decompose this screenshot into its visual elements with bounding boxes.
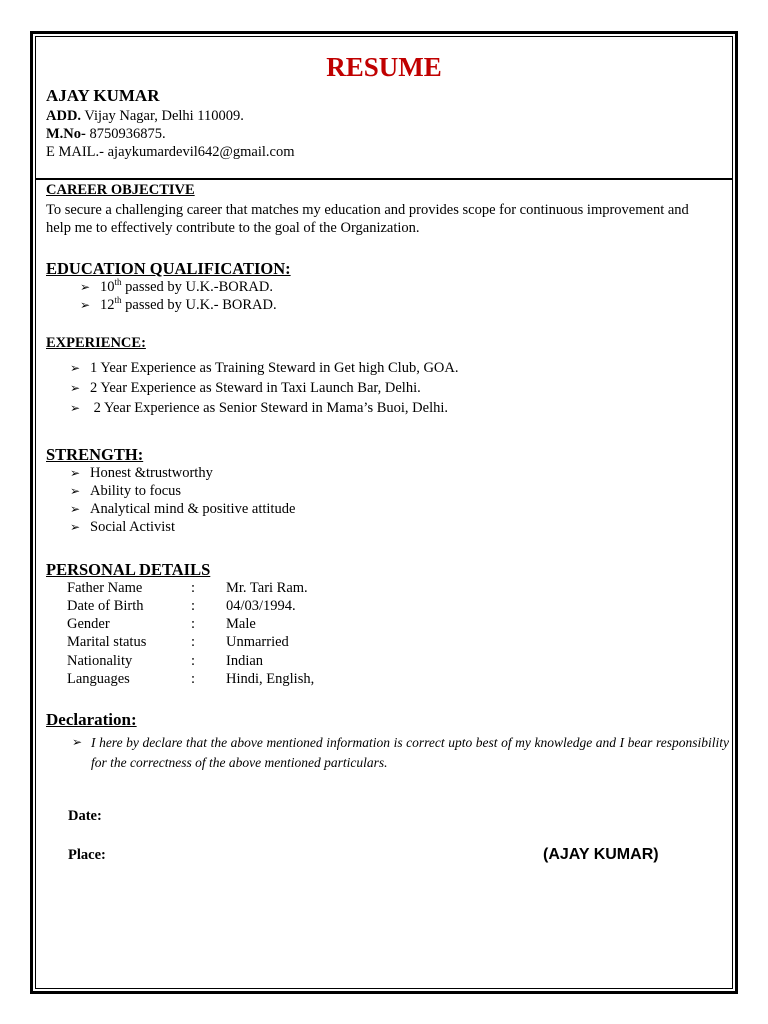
detail-label: Nationality <box>67 653 133 669</box>
experience-text: 2 Year Experience as Senior Steward in Mama’s Buoi, Delhi. <box>90 400 448 416</box>
arrowhead-bullet-icon: ➢ <box>72 735 83 749</box>
experience-item <box>70 380 421 397</box>
address-line <box>46 108 244 125</box>
detail-colon: : <box>191 653 196 669</box>
mobile-line <box>46 126 166 143</box>
detail-value: Unmarried <box>226 634 289 650</box>
arrowhead-bullet-icon: ➢ <box>70 401 81 415</box>
arrowhead-bullet-icon: ➢ <box>70 520 81 534</box>
strength-item <box>70 483 181 500</box>
detail-value: Indian <box>226 653 264 669</box>
address-label: ADD. <box>46 108 82 124</box>
education-grade-suffix: th <box>114 277 122 288</box>
email-line: E MAIL.- ajaykumardevil642@gmail.com <box>46 144 295 160</box>
education-board: passed by U.K.- BORAD. <box>121 297 277 313</box>
arrowhead-bullet-icon: ➢ <box>80 298 91 312</box>
education-item <box>80 297 277 314</box>
experience-heading: EXPERIENCE: <box>46 335 146 351</box>
detail-colon: : <box>191 616 196 632</box>
arrowhead-bullet-icon: ➢ <box>80 280 91 294</box>
place-label: Place: <box>68 847 106 863</box>
strength-item <box>70 465 213 482</box>
arrowhead-bullet-icon: ➢ <box>70 484 81 498</box>
address-value: Vijay Nagar, Delhi 110009. <box>81 108 244 124</box>
detail-label: Marital status <box>67 634 147 650</box>
detail-label: Date of Birth <box>67 598 144 614</box>
detail-colon: : <box>191 634 196 650</box>
arrowhead-bullet-icon: ➢ <box>70 361 81 375</box>
strength-heading: STRENGTH: <box>46 445 144 464</box>
detail-label: Father Name <box>67 580 143 596</box>
strength-text: Ability to focus <box>90 483 182 499</box>
date-label: Date: <box>68 808 102 824</box>
mobile-value: 8750936875. <box>85 126 166 142</box>
strength-text: Social Activist <box>90 519 175 535</box>
detail-colon: : <box>191 671 196 687</box>
detail-value: Hindi, English, <box>226 671 315 687</box>
arrowhead-bullet-icon: ➢ <box>70 466 81 480</box>
header-divider <box>36 178 733 180</box>
detail-label: Languages <box>67 671 130 687</box>
detail-value: Mr. Tari Ram. <box>226 580 308 596</box>
detail-label: Gender <box>67 616 110 632</box>
declaration-heading: Declaration: <box>46 710 137 729</box>
career-objective-heading: CAREER OBJECTIVE <box>46 182 195 198</box>
experience-item <box>70 360 459 377</box>
career-objective-text: To secure a challenging career that matches my education and provides scope for continuous improvement and help me to effectively contribute to the goal of the Organization. <box>46 202 689 236</box>
strength-text: Analytical mind & positive attitude <box>90 501 296 517</box>
arrowhead-bullet-icon: ➢ <box>70 502 81 516</box>
experience-item <box>70 400 448 417</box>
experience-text: 1 Year Experience as Training Steward in Get high Club, GOA. <box>90 360 459 376</box>
declaration-text: I here by declare that the above mentioned information is correct upto best of my knowledge and I bear responsibility for the correctness of the above mentioned particulars. <box>91 735 729 770</box>
strength-item <box>70 501 295 518</box>
detail-colon: : <box>191 580 196 596</box>
detail-colon: : <box>191 598 196 614</box>
education-grade: 10 <box>100 279 115 295</box>
education-heading: EDUCATION QUALIFICATION: <box>46 259 291 278</box>
resume-title: RESUME <box>326 52 442 82</box>
mobile-label: M.No- <box>46 126 86 142</box>
education-item <box>80 279 273 296</box>
detail-value: Male <box>226 616 256 632</box>
signature-name: (AJAY KUMAR) <box>543 846 659 863</box>
education-grade-suffix: th <box>114 295 122 306</box>
personal-details-heading: PERSONAL DETAILS <box>46 560 211 579</box>
education-board: passed by U.K.-BORAD. <box>121 279 273 295</box>
strength-text: Honest &trustworthy <box>90 465 213 481</box>
experience-text: 2 Year Experience as Steward in Taxi Launch Bar, Delhi. <box>90 380 421 396</box>
candidate-name: AJAY KUMAR <box>46 86 160 105</box>
detail-value: 04/03/1994. <box>226 598 296 614</box>
arrowhead-bullet-icon: ➢ <box>70 381 81 395</box>
strength-item <box>70 519 175 536</box>
education-grade: 12 <box>100 297 115 313</box>
